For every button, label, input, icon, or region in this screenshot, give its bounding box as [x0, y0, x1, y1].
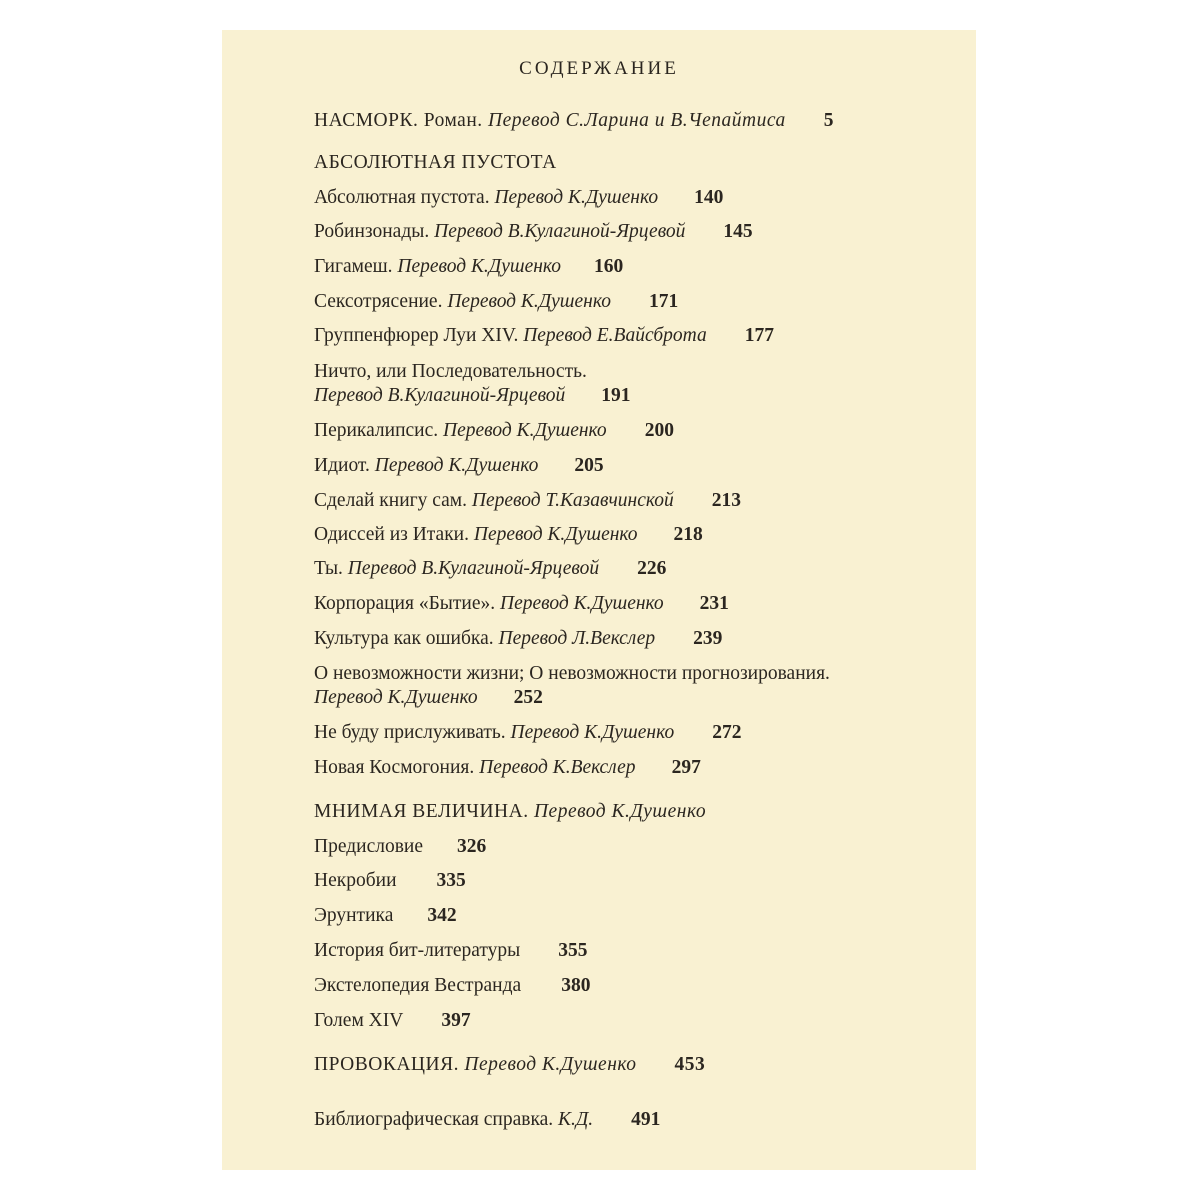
entry-separator: . [469, 757, 480, 778]
entry-page-number: 380 [561, 975, 591, 996]
toc-entry-korporaciya [314, 592, 729, 616]
entry-translator: Перевод Л.Векслер [498, 628, 656, 649]
entry-title: НАСМОРК [314, 110, 413, 131]
entry-title: Сексотрясение [314, 291, 438, 312]
entry-page-number: 205 [574, 455, 604, 476]
entry-translator: Перевод К.Душенко [500, 593, 664, 614]
toc-entry-nichto-tr [314, 384, 631, 408]
entry-translator: Перевод К.Душенко [464, 1054, 637, 1075]
entry-translator: Перевод Е.Вайсброта [523, 325, 707, 346]
entry-translator: Перевод К.Душенко [447, 291, 611, 312]
entry-separator: . [513, 325, 524, 346]
entry-separator: . [490, 593, 501, 614]
toc-entry-o-nevozmozhnosti [314, 662, 830, 686]
entry-title: Новая Космогония [314, 757, 470, 778]
entry-title: Сделай книгу сам [314, 490, 463, 511]
entry-separator: . [424, 221, 435, 242]
toc-entry-robinsonady [314, 220, 753, 244]
entry-page-number: 297 [671, 757, 701, 778]
entry-title: Гигамеш [314, 256, 388, 277]
entry-page-number: 239 [693, 628, 723, 649]
entry-translator: Перевод К.Душенко [510, 722, 675, 743]
toc-entry-nichto [314, 360, 587, 384]
entry-translator: Перевод В.Кулагиной-Ярцевой [347, 558, 600, 579]
entry-separator: . [412, 110, 424, 131]
entry-page-number: 272 [712, 722, 742, 743]
entry-title: Голем XIV [314, 1010, 404, 1031]
toc-entry-istoriya-bit [314, 939, 588, 963]
entry-page-number: 491 [631, 1109, 661, 1130]
entry-title: Группенфюрер Луи XIV [314, 325, 514, 346]
entry-translator: Перевод К.Векслер [479, 757, 636, 778]
entry-separator: . [365, 455, 375, 476]
entry-separator: . [488, 628, 499, 649]
entry-page-number: 226 [637, 558, 667, 579]
entry-title: АБСОЛЮТНАЯ ПУСТОТА [314, 152, 557, 173]
entry-page-number: 140 [694, 187, 724, 208]
entry-page-number: 397 [441, 1010, 471, 1031]
entry-title: Ты [314, 558, 339, 579]
toc-entry-ne-budu [314, 721, 741, 745]
entry-translator: Перевод С.Ларина и В.Чепайтиса [488, 110, 786, 131]
entry-translator: Перевод К.Душенко [374, 455, 539, 476]
entry-translator: Перевод К.Душенко [443, 420, 607, 441]
entry-title: Эрунтика [314, 905, 394, 926]
entry-page-number: 145 [723, 221, 753, 242]
toc-entry-gruppenfuhrer [314, 324, 774, 348]
toc-entry-sdelai-knigu [314, 489, 741, 513]
entry-page-number: 177 [744, 325, 774, 346]
entry-page-number: 326 [457, 836, 487, 857]
entry-translator: К.Д. [558, 1109, 594, 1130]
entry-separator: . [500, 722, 511, 743]
entry-title: Робинзонады [314, 221, 425, 242]
entry-title: Одиссей из Итаки [314, 524, 465, 545]
entry-translator: Перевод В.Кулагиной-Ярцевой [314, 385, 566, 406]
book-page [222, 30, 976, 1170]
entry-title: История бит-литературы [314, 940, 521, 961]
entry-title: Культура как ошибка [314, 628, 489, 649]
toc-entry-perikalipsis [314, 419, 674, 443]
entry-title: Библиографическая справка [314, 1109, 549, 1130]
toc-entry-o-nevozmozhnosti-tr [314, 686, 543, 710]
toc-entry-kultura [314, 627, 722, 651]
entry-page-number: 218 [673, 524, 703, 545]
entry-page-number: 342 [427, 905, 457, 926]
entry-separator: . [387, 256, 398, 277]
entry-translator: Перевод Т.Казавчинской [471, 490, 674, 511]
toc-entry-nekrobii [314, 869, 466, 893]
entry-page-number: 213 [711, 490, 741, 511]
toc-entry-gigamesh [314, 255, 623, 279]
entry-translator: Перевод К.Душенко [314, 687, 478, 708]
entry-translator: Перевод К.Душенко [397, 256, 562, 277]
entry-separator: . [453, 1054, 465, 1075]
page-title: СОДЕРЖАНИЕ [519, 58, 679, 79]
entry-page-number: 335 [436, 870, 466, 891]
toc-entry-idiot [314, 454, 604, 478]
entry-page-number: 355 [558, 940, 588, 961]
entry-page-number: 191 [601, 385, 631, 406]
entry-separator: . [437, 291, 448, 312]
entry-page-number: 252 [513, 687, 543, 708]
toc-entry-nasmork [314, 109, 834, 133]
entry-title: Идиот [314, 455, 365, 476]
entry-separator: . [548, 1109, 559, 1130]
entry-translator: Перевод К.Душенко [473, 524, 638, 545]
entry-separator: . [433, 420, 444, 441]
entry-title: ПРОВОКАЦИЯ [314, 1054, 454, 1075]
entry-page-number: 160 [594, 256, 624, 277]
entry-separator: . [523, 801, 534, 822]
entry-title: О невозможности жизни; О невозможности прогнозирования. [314, 663, 830, 684]
entry-page-number: 453 [674, 1054, 706, 1075]
entry-separator: . [338, 558, 348, 579]
toc-entry-bibliografiya [314, 1108, 660, 1132]
entry-genre: Роман. [423, 110, 489, 131]
toc-entry-novaya-kosmogoniya [314, 756, 701, 780]
entry-page-number: 200 [644, 420, 674, 441]
toc-entry-provokaciya [314, 1053, 705, 1077]
entry-page-number: 171 [649, 291, 679, 312]
toc-entry-extelopediya [314, 974, 590, 998]
entry-title: Ничто, или Последовательность. [314, 361, 587, 382]
toc-entry-mnimaya-velichina [314, 800, 706, 824]
entry-title: Не буду прислуживать [314, 722, 501, 743]
entry-title: Предисловие [314, 836, 424, 857]
toc-entry-ty [314, 557, 666, 581]
entry-separator: . [464, 524, 474, 545]
toc-entry-predislovie [314, 835, 486, 859]
entry-separator: . [462, 490, 472, 511]
entry-translator: Перевод К.Душенко [494, 187, 659, 208]
entry-title: Корпорация «Бытие» [314, 593, 491, 614]
entry-title: Перикалипсис [314, 420, 434, 441]
toc-entry-eruntika [314, 904, 457, 928]
toc-entry-sexotryasenie [314, 290, 678, 314]
entry-page-number: 5 [823, 110, 834, 131]
entry-title: Абсолютная пустота [314, 187, 485, 208]
entry-separator: . [484, 187, 495, 208]
entry-title: МНИМАЯ ВЕЛИЧИНА [314, 801, 524, 822]
toc-entry-absolute-void [314, 186, 723, 210]
toc-entry-odissei [314, 523, 703, 547]
entry-page-number: 231 [699, 593, 729, 614]
toc-entry-golem [314, 1009, 471, 1033]
entry-translator: Перевод В.Кулагиной-Ярцевой [434, 221, 686, 242]
toc-entry-absolute-void-section [314, 151, 557, 175]
entry-title: Экстелопедия Вестранда [314, 975, 522, 996]
entry-translator: Перевод К.Душенко [533, 801, 707, 822]
entry-title: Некробии [314, 870, 397, 891]
